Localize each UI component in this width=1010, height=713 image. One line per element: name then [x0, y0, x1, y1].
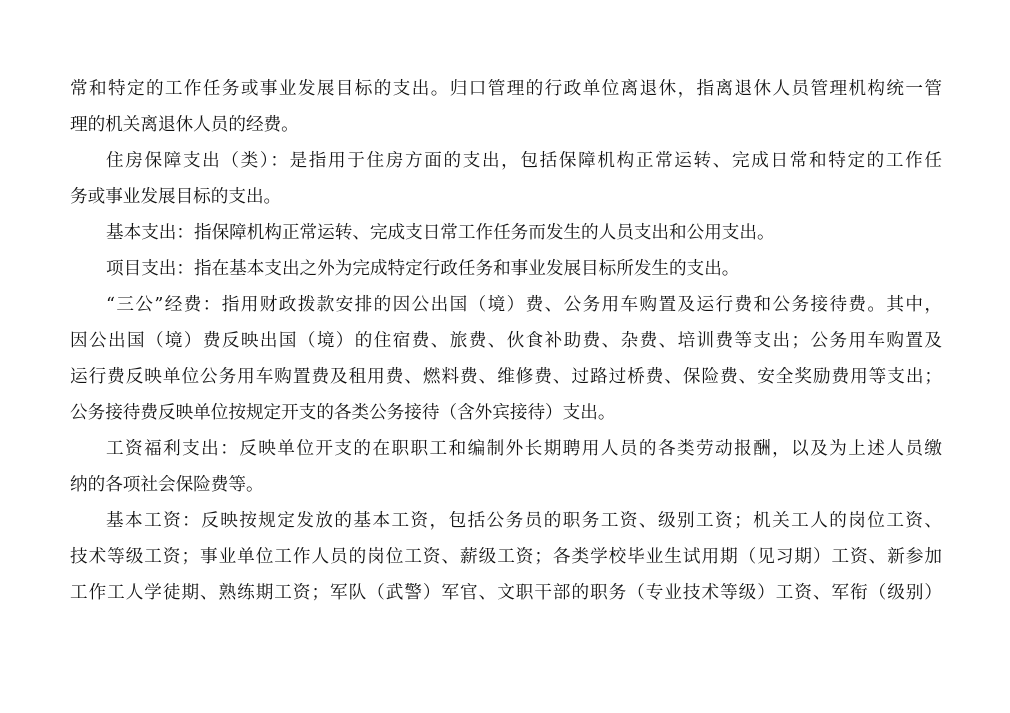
- paragraph-first-line: 工资福利支出：反映单位开支的在职职工和编制外长期聘用人员的各类劳动报酬，以及为上述人员缴: [106, 439, 942, 459]
- text-line: 因公出国（境）费反映出国（境）的住宿费、旅费、伙食补助费、杂费、培训费等支出；公务用车购置及: [70, 331, 942, 351]
- text-line: 公务接待费反映单位按规定开支的各类公务接待（含外宾接待）支出。: [70, 403, 616, 423]
- paragraph-first-line: “三公”经费：指用财政拨款安排的因公出国（境）费、公务用车购置及运行费和公务接待费。其中，: [106, 295, 942, 315]
- text-line: 理的机关离退休人员的经费。: [70, 115, 299, 135]
- text-line: 常和特定的工作任务或事业发展目标的支出。归口管理的行政单位离退休，指离退休人员管理机构统一管: [70, 79, 942, 99]
- paragraph-first-line: 基本工资：反映按规定发放的基本工资，包括公务员的职务工资、级别工资；机关工人的岗位工资、: [106, 511, 942, 531]
- paragraph-first-line: 住房保障支出（类）：是指用于住房方面的支出，包括保障机构正常运转、完成日常和特定的工作任: [106, 151, 942, 171]
- document-page: [70, 71, 942, 611]
- paragraph-first-line: 基本支出：指保障机构正常运转、完成支日常工作任务而发生的人员支出和公用支出。: [106, 223, 775, 243]
- text-line: 工作工人学徒期、熟练期工资；军队（武警）军官、文职干部的职务（专业技术等级）工资、军衔（级别）: [70, 583, 942, 603]
- text-line: 运行费反映单位公务用车购置费及租用费、燃料费、维修费、过路过桥费、保险费、安全奖励费用等支出；: [70, 367, 942, 387]
- text-line: 技术等级工资；事业单位工作人员的岗位工资、薪级工资；各类学校毕业生试用期（见习期）工资、新参加: [70, 547, 942, 567]
- text-line: 纳的各项社会保险费等。: [70, 475, 264, 495]
- text-line: 务或事业发展目标的支出。: [70, 187, 282, 207]
- paragraph-first-line: 项目支出：指在基本支出之外为完成特定行政任务和事业发展目标所发生的支出。: [106, 259, 740, 279]
